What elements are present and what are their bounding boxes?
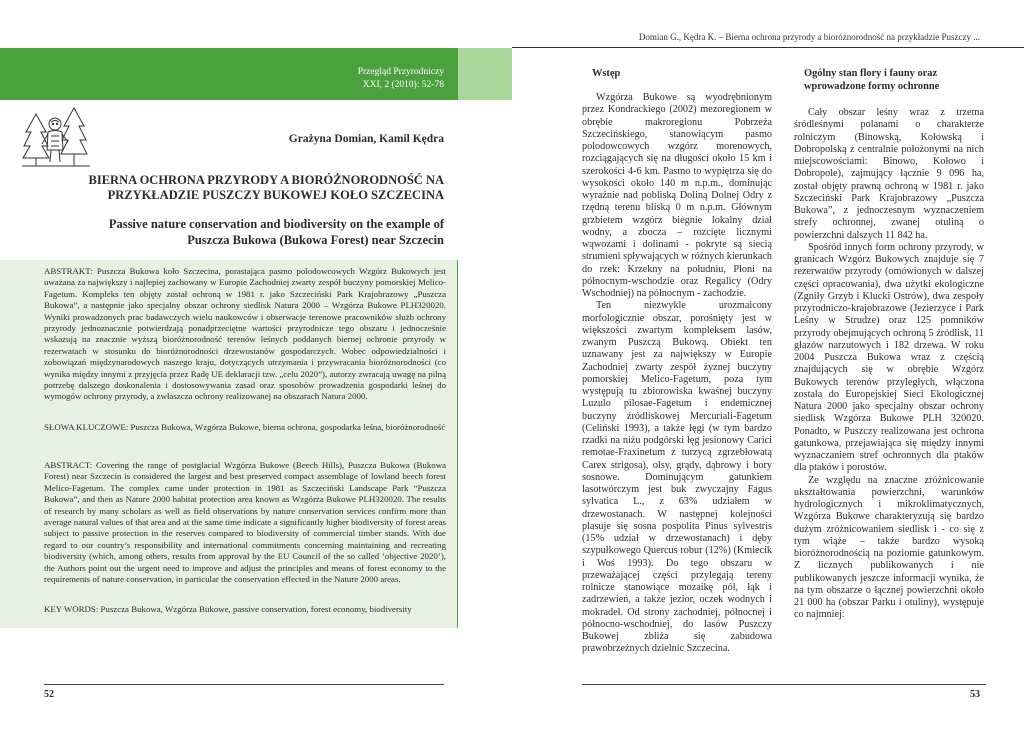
paragraph: Cały obszar leśny wraz z trzema śródleśnymi polanami o charakterze rolniczym (Binowską, Kołowską i Dobropolską z centralnie położonymi na nich miejscowościami: Binowo, Kołowo i Dobropole), zajmujący łącznie 9 096 ha, został objęty prawną ochroną w 1981 r. jako Szczeciński Park Krajobrazowy „Puszcza Bukowa”, z jednoczesnym wyznaczeniem strefy ochronnej, zwanej otuliną o powierzchni dalszych 11 842 ha. (794, 107, 984, 241)
page-number-right: 53 (970, 689, 980, 700)
abstract-english: ABSTRACT: Covering the range of postglacial Wzgórza Bukowe (Beech Hills), Puszcza Bukowa (Bukowa Forest) near Szczecin is considered the largest and best preserved compact assemblage of lowland beech forest Melico-Fagetum. The complex came under protection in 1981 as Szczeciński Landscape Park “Puszcza Bukowa”, and then as Nature 2000 habitat protection area known as Wzgórza Bukowe PLH320020. The results of research by many scholars as well as field observations by nature conservation services confirm more than average natural values of that area and at the same time indicate a significantly higher biodiversity of forest areas subject to passive protection in the reserves compared to biodiversity of commercial timber stands. With due regard to our country’s responsibility and international commitments concerning maintaining and recreating biodiversity (which, among others, results from approval by the EU Council of the so called ‘objective 2020’), the Authors point out the urgent need to improve and adjust the principles and means of forest economy to the requirements of nature conservation, in particular the conservation effected in the Nature 2000 areas. (44, 460, 446, 585)
running-header: Domian G., Kędra K. – Bierna ochrona przyrody a bioróżnorodność na przykładzie Puszczy ... (638, 32, 980, 42)
footer-rule (582, 684, 986, 685)
paragraph: Wzgórza Bukowe są wyodrębnionym przez Kondrackiego (2002) mezoregionem w obrębie makroregionu Pobrzeża Szczecińskiego, stanowiącym pasmo polodowcowych wzgórz morenowych, rozciągających się na długości około 15 km i szerokości 4-6 km. Pasmo to wypiętrza się do wysokości około 140 m n.p.m., dominując wyraźnie nad pobliską Doliną Dolnej Odry z rzędną terenu bliską 0 m n.p.m. Głównym grzbietem wzgórz biegnie lokalny dział wodny, a zbocza – rozcięte licznymi wąwozami i dolinami - pokryte są siecią strumieni spływających w różnych kierunkach do rzek: Krzekny na południu, Płoni na północnym-wschodzie oraz Regalicy (Odry Wschodniej) na północnym - zachodzie. (582, 92, 772, 299)
right-page (512, 0, 1024, 729)
journal-info (358, 66, 444, 92)
title-polish: BIERNA OCHRONA PRZYRODY A BIORÓŻNORODNOŚĆ NA PRZYKŁADZIE PUSZCZY BUKOWEJ KOŁO SZCZECINA (88, 173, 444, 202)
authors: Grażyna Domian, Kamil Kędra (288, 133, 444, 145)
page-number-left: 52 (44, 689, 54, 700)
section-heading-flora-fauna: Ogólny stan flory i fauny oraz wprowadzone formy ochronne (804, 68, 940, 92)
paragraph: Ten niezwykle urozmaicony morfologicznie obszar, porośnięty jest w większości zwartym kompleksem lasów, zwanym Puszczą Bukową. Obiekt ten uznawany jest za największy w Europie Zachodniej zwarty zespół żyznej buczyny pomorskiej Melico-Fagetum, poza tym występują tu zbiorowiska kwaśnej buczyny Luzulo pilosae-Fagetum i endemicznej buczyny źródliskowej Mercuriali-Fagetum (Celiński 1993), a także łęgi (w tym bardzo rzadki na niżu podgórski łęg jesionowy Carici remotae-Fraxinetum z turzycą zgrzebłowatą Carex strigosa), olsy, grądy, dąbrowy i bory sosnowe. Dominującym gatunkiem lasotwórczym jest buk zwyczajny Fagus sylvatica L., z 63% udziałem w drzewostanach. W następnej kolejności plasuje się sosna pospolita Pinus sylvestris (15% udział w drzewostanach) i dęby szypułkowego Quercus robur (12%) (Kmiecik i Woś 1993). Do tego obszaru w przeważającej części przylegają tereny rolnicze stanowiące mozaikę pól, łąk i zadrzewień, a także jezior, oczek wodnych i mokradeł. Od strony zachodniej, północnej i północno-wschodniej, do lasów Puszczy Bukowej zbliża się zabudowa prawobrzeżnych dzielnic Szczecina. (582, 300, 772, 655)
abstract-polish: ABSTRAKT: Puszcza Bukowa koło Szczecina, porastająca pasmo polodowcowych Wzgórz Bukowych jest uważana za największy i najlepiej zachowany w Europie Zachodniej zwarty zespół buczyny pomorskiej Melico-Fagetum. Kompleks ten objęty został ochroną w 1981 r. jako Szczeciński Park Krajobrazowy „Puszcza Bukowa”, a następnie jako specjalny obszar ochrony siedlisk Natura 2000 – Wzgórza Bukowe PLH320020. Wyniki prowadzonych prac badawczych wielu naukowców i obserwacje terenowe pracowników służb ochrony przyrody jednoznacznie potwierdzają ponadprzeciętne wartości przyrodnicze tego obszaru i jednocześnie wskazują na znacznie wyższą bioróżnorodność terenów leśnych poddanych biernej ochronie przyrody w rezerwatach w stosunku do bioróżnorodności drzewostanów gospodarczych. Wobec odpowiedzialności i zobowiązań międzynarodowych naszego kraju, dotyczących utrzymania i przywracania bioróżnorodności (co wynika między innymi z przyjęcia przez Radę UE deklaracji tzw. „celu 2020”), autorzy zwracają uwagę na pilną potrzebę dalszego doskonalenia i dostosowywania zasad oraz sposobów prowadzenia gospodarki leśnej do wymogów ochrony przyrody, a zwłaszcza ochrony realizowanej na obszarach Natura 2000. (44, 266, 446, 402)
title-english: Passive nature conservation and biodiversity on the example of Puszcza Bukowa (Bukowa Forest) near Szczecin (108, 217, 444, 247)
section-heading-introduction: Wstęp (592, 68, 621, 79)
header-rule (512, 47, 1024, 48)
paragraph: Ze względu na znaczne zróżnicowanie ukształtowania powierzchni, warunków hydrologicznych i mikroklimatycznych, Wzgórza Bukowe charakteryzują się bardzo dużym zróżnicowaniem siedlisk i - co się z tym wiąże – także bardzo wysoką bioróżnorodnością na poziomie gatunkowym. Z licznych publikowanych i nie publikowanych jeszcze informacji wynika, że na tym obszarze o łącznej powierzchni około 21 000 ha (obszar Parku i otuliny), występuje co najmniej: (794, 474, 984, 621)
journal-volume: XXI, 2 (2010): 52-78 (362, 80, 444, 90)
footer-rule (44, 684, 444, 685)
text-column-left (582, 92, 772, 656)
paragraph: Spośród innych form ochrony przyrody, w granicach Wzgórz Bukowych znajduje się 7 rezerwatów przyrody (omówionych w dalszej części opracowania), dwa użytki ekologiczne (Zgniły Grzyb i Klucki Ostrów), dwa zespoły przyrodniczo-krajobrazowe (Jezierzyce i Park Leśny w Strudze) oraz 125 pomników przyrody obejmujących ochroną 5 źródlisk, 11 głazów narzutowych i 182 drzewa. W roku 2004 Puszcza Bukowa wraz z częścią znajdujących się w obrębie Wzgórz Bukowych terenów przyległych, włączona została do Europejskiej Sieci Ekologicznej Natura 2000 jako specjalny obszar ochrony siedlisk Wzgórza Bukowe PLH 320020. Ponadto, w Puszczy realizowana jest ochrona gatunkowa, przejawiająca się między innymi wyznaczaniem stref ochronnych dla ptaków dla ptaków i porostów. (794, 241, 984, 474)
trees-illustration-icon (22, 102, 90, 168)
keywords-english: KEY WORDS: Puszcza Bukowa, Wzgórza Bukowe, passive conservation, forest economy, biodiversity (44, 604, 412, 614)
journal-header-accent (458, 48, 512, 100)
text-column-right (794, 107, 984, 622)
journal-name: Przegląd Przyrodniczy (357, 67, 444, 77)
keywords-polish: SŁOWA KLUCZOWE: Puszcza Bukowa, Wzgórza Bukowe, bierna ochrona, gospodarka leśna, bioróżnorodność (44, 422, 446, 432)
